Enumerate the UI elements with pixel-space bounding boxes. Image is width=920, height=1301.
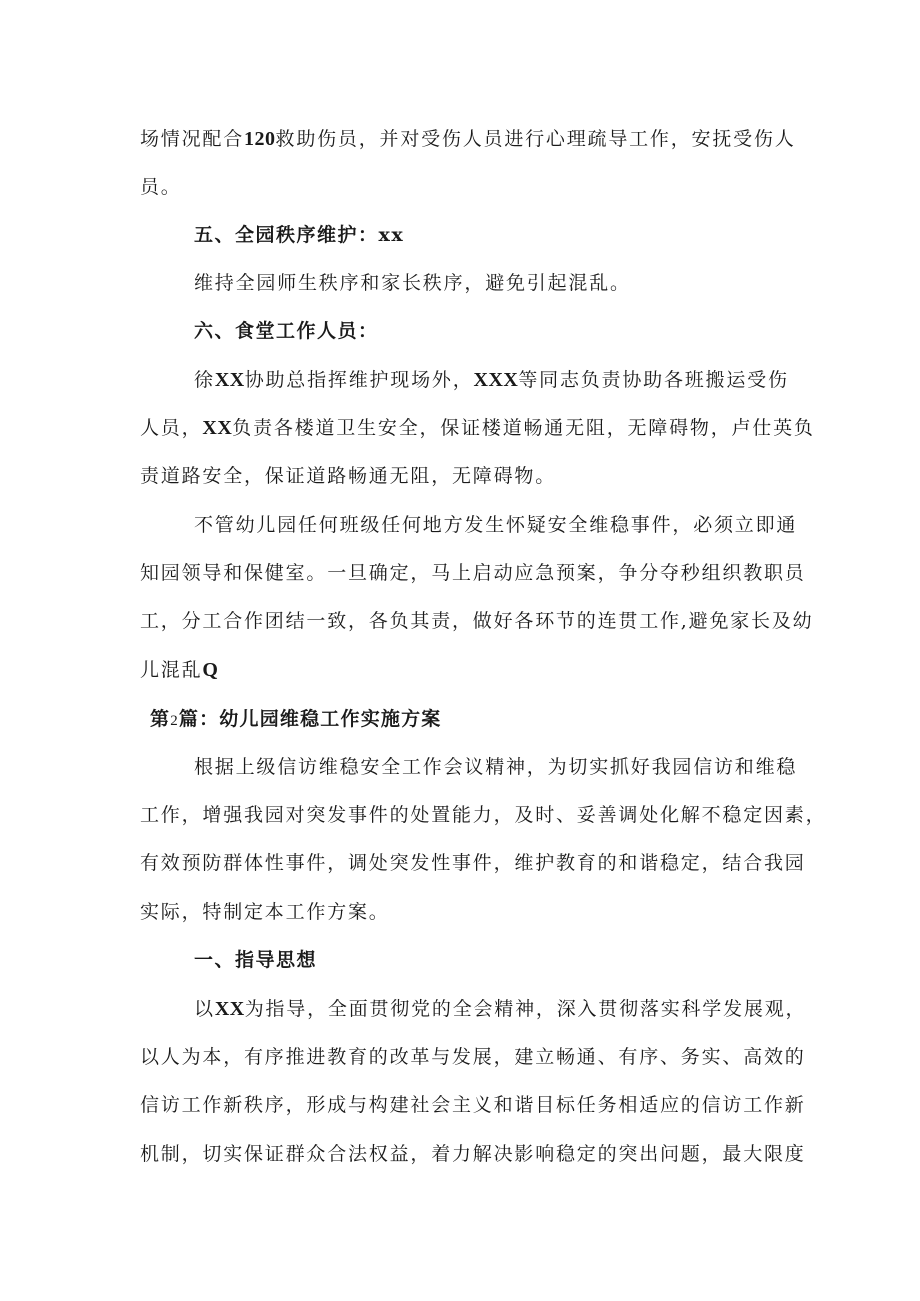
paragraph-line: 有效预防群体性事件，调处突发性事件，维护教育的和谐稳定，结合我园 <box>140 852 806 874</box>
paragraph-line: 责道路安全，保证道路畅通无阻，无障碍物。 <box>140 465 557 487</box>
paragraph-line: 知园领导和保健室。一旦确定，马上启动应急预案，争分夺秒组织教职员 <box>140 562 806 584</box>
section-heading-1: 一、指导思想 <box>194 949 318 971</box>
paragraph-line: 儿混乱Q <box>140 659 219 681</box>
paragraph-line: 信访工作新秩序，形成与构建社会主义和谐目标任务相适应的信访工作新 <box>140 1094 806 1116</box>
paragraph-line: 工作，增强我园对突发事件的处置能力，及时、妥善调处化解不稳定因素， <box>140 804 827 826</box>
section-heading-6: 六、食堂工作人员： <box>194 320 379 342</box>
paragraph-line: 以人为本，有序推进教育的改革与发展，建立畅通、有序、务实、高效的 <box>140 1046 806 1068</box>
paragraph-line: 员。 <box>140 176 182 198</box>
paragraph-line: 机制，切实保证群众合法权益，着力解决影响稳定的突出问题，最大限度 <box>140 1143 806 1165</box>
paragraph-line: 维持全园师生秩序和家长秩序，避免引起混乱。 <box>194 272 631 294</box>
paragraph-line: 徐XX协助总指挥维护现场外，XXX等同志负责协助各班搬运受伤 <box>194 369 789 391</box>
paragraph-line: 不管幼儿园任何班级任何地方发生怀疑安全维稳事件，必须立即通 <box>194 514 798 536</box>
paragraph-line: 场情况配合120救助伤员，并对受伤人员进行心理疏导工作，安抚受伤人 <box>140 128 796 150</box>
section-heading-5: 五、全园秩序维护：xx <box>194 224 405 246</box>
article-title: 第2篇：幼儿园维稳工作实施方案 <box>150 708 442 730</box>
paragraph-line: 根据上级信访维稳安全工作会议精神，为切实抓好我园信访和维稳 <box>194 756 798 778</box>
paragraph-line: 以XX为指导，全面贯彻党的全会精神，深入贯彻落实科学发展观， <box>194 998 807 1020</box>
paragraph-line: 人员，XX负责各楼道卫生安全，保证楼道畅通无阻，无障碍物，卢仕英负 <box>140 417 815 439</box>
paragraph-line: 工，分工合作团结一致，各负其责，做好各环节的连贯工作,避免家长及幼 <box>140 610 814 632</box>
paragraph-line: 实际，特制定本工作方案。 <box>140 901 390 923</box>
